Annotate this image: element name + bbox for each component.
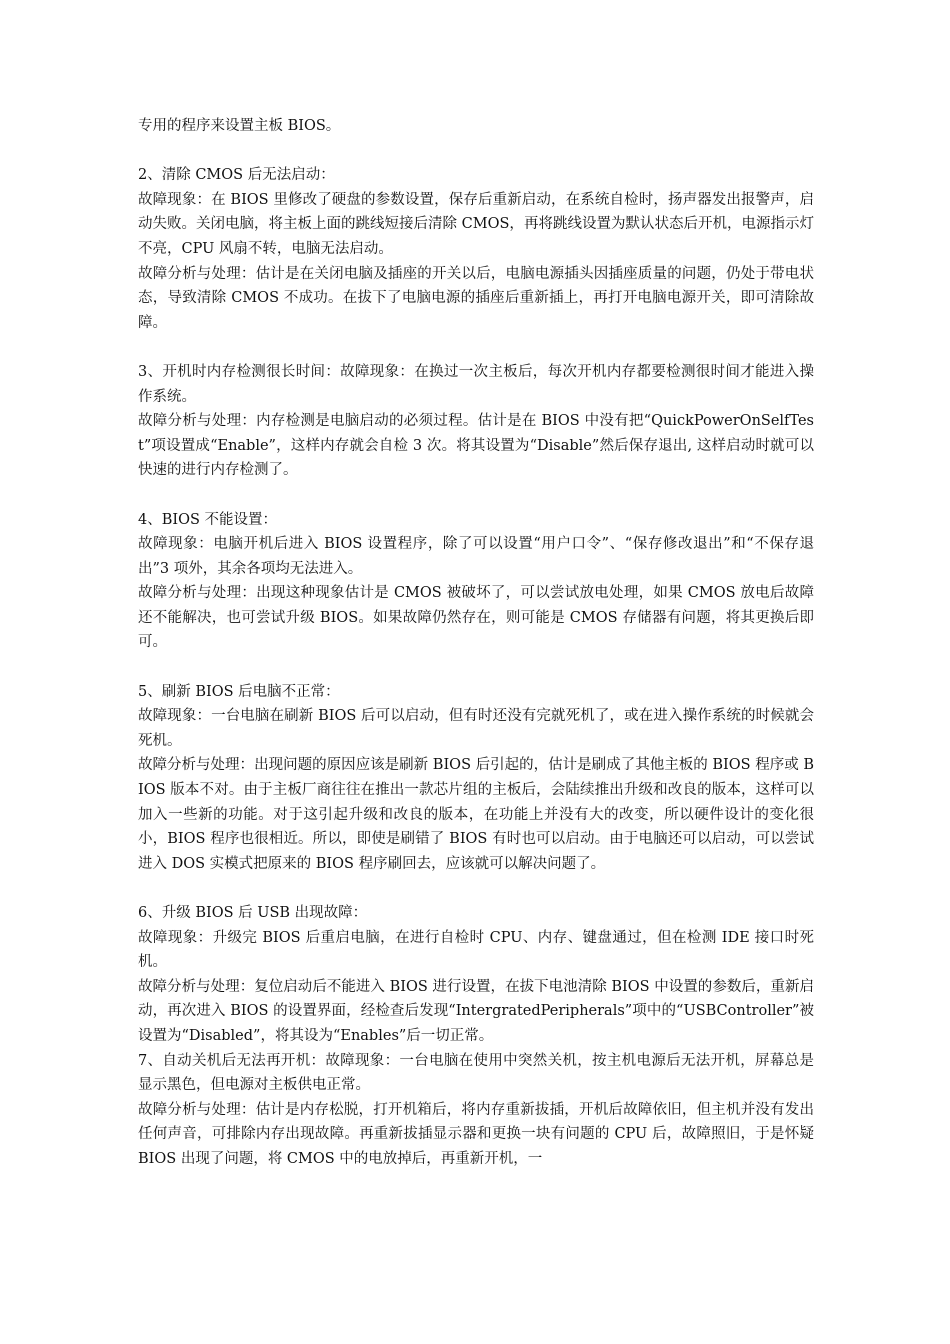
section-6-analysis: 故障分析与处理：复位启动后不能进入 BIOS 进行设置，在拔下电池清除 BIOS 中设置的参数后，重新启动，再次进入 BIOS 的设置界面，经检查后发现“IntergratedPeripherals”项中的“USBController”被设置为“Disabled”，将其设为“Enables”后一切正常。 bbox=[138, 978, 814, 1044]
section-3-analysis: 故障分析与处理：内存检测是电脑启动的必须过程。估计是在 BIOS 中没有把“QuickPowerOnSelfTest”项设置成“Enable”，这样内存就会自检 3 次。将其设置为“Disable”然后保存退出, 这样启动时就可以快速的进行内存检测了。 bbox=[138, 413, 814, 479]
section-5-heading: 5、刷新 BIOS 后电脑不正常： bbox=[138, 683, 340, 700]
section-2-analysis: 故障分析与处理：估计是在关闭电脑及插座的开关以后，电脑电源插头因插座质量的问题，仍处于带电状态，导致清除 CMOS 不成功。在拔下了电脑电源的插座后重新插上，再打开电脑电源开关，即可清除故障。 bbox=[138, 265, 814, 331]
section-3-heading-symptom: 3、开机时内存检测很长时间：故障现象：在换过一次主板后，每次开机内存都要检测很时间才能进入操作系统。 bbox=[138, 363, 814, 405]
section-6-heading: 6、升级 BIOS 后 USB 出现故障： bbox=[138, 905, 368, 921]
section-2-symptom: 故障现象：在 BIOS 里修改了硬盘的参数设置，保存后重新启动，在系统自检时，扬声器发出报警声，启动失败。关闭电脑，将主板上面的跳线短接后清除 CMOS，再将跳线设置为默认状态后开机，电源指示灯不亮，CPU 风扇不转，电脑无法启动。 bbox=[138, 191, 814, 257]
section-5-analysis: 故障分析与处理：出现问题的原因应该是刷新 BIOS 后引起的，估计是刷成了其他主板的 BIOS 程序或 BIOS 版本不对。由于主板厂商往往在推出一款芯片组的主板后，会陆续推出升级和改良的版本，这样可以加入一些新的功能。对于这引起升级和改良的版本，在功能上并没有大的改变，所以硬件设计的变化很小，BIOS 程序也很相近。所以，即使是刷错了 BIOS 有时也可以启动。由于电脑还可以启动，可以尝试进入 DOS 实模式把原来的 BIOS 程序刷回去，应该就可以解决问题了。 bbox=[138, 757, 814, 872]
section-6-symptom: 故障现象：升级完 BIOS 后重启电脑，在进行自检时 CPU、内存、键盘通过，但在检测 IDE 接口时死机。 bbox=[138, 929, 814, 971]
document-body bbox=[138, 114, 814, 1172]
section-4-heading: 4、BIOS 不能设置： bbox=[138, 511, 278, 528]
paragraph-spacer bbox=[138, 335, 814, 360]
section-2-heading: 2、清除 CMOS 后无法启动： bbox=[138, 167, 335, 184]
paragraph-spacer bbox=[138, 483, 814, 508]
section-5-symptom: 故障现象：一台电脑在刷新 BIOS 后可以启动，但有时还没有完就死机了，或在进入操作系统的时候就会死机。 bbox=[138, 708, 814, 749]
paragraph-spacer bbox=[138, 876, 814, 901]
paragraph-intro-tail: 专用的程序来设置主板 BIOS。 bbox=[138, 118, 341, 134]
paragraph-spacer bbox=[138, 139, 814, 164]
section-4-symptom: 故障现象：电脑开机后进入 BIOS 设置程序，除了可以设置“用户口令”、“保存修改退出”和“不保存退出”3 项外，其余各项均无法进入。 bbox=[138, 536, 814, 577]
section-7-heading-symptom: 7、自动关机后无法再开机：故障现象：一台电脑在使用中突然关机，按主机电源后无法开机，屏幕总是显示黑色，但电源对主板供电正常。 bbox=[138, 1052, 814, 1094]
section-4-analysis: 故障分析与处理：出现这种现象估计是 CMOS 被破坏了，可以尝试放电处理，如果 CMOS 放电后故障还不能解决，也可尝试升级 BIOS。如果故障仍然存在，则可能是 CMOS 存储器有问题，将其更换后即可。 bbox=[138, 585, 814, 651]
paragraph-spacer bbox=[138, 655, 814, 680]
section-7-analysis: 故障分析与处理：估计是内存松脱，打开机箱后，将内存重新拔插，开机后故障依旧，但主机并没有发出任何声音，可排除内存出现故障。再重新拔插显示器和更换一块有问题的 CPU 后，故障照旧，于是怀疑 BIOS 出现了问题，将 CMOS 中的电放掉后，再重新开机，一 bbox=[138, 1101, 814, 1167]
